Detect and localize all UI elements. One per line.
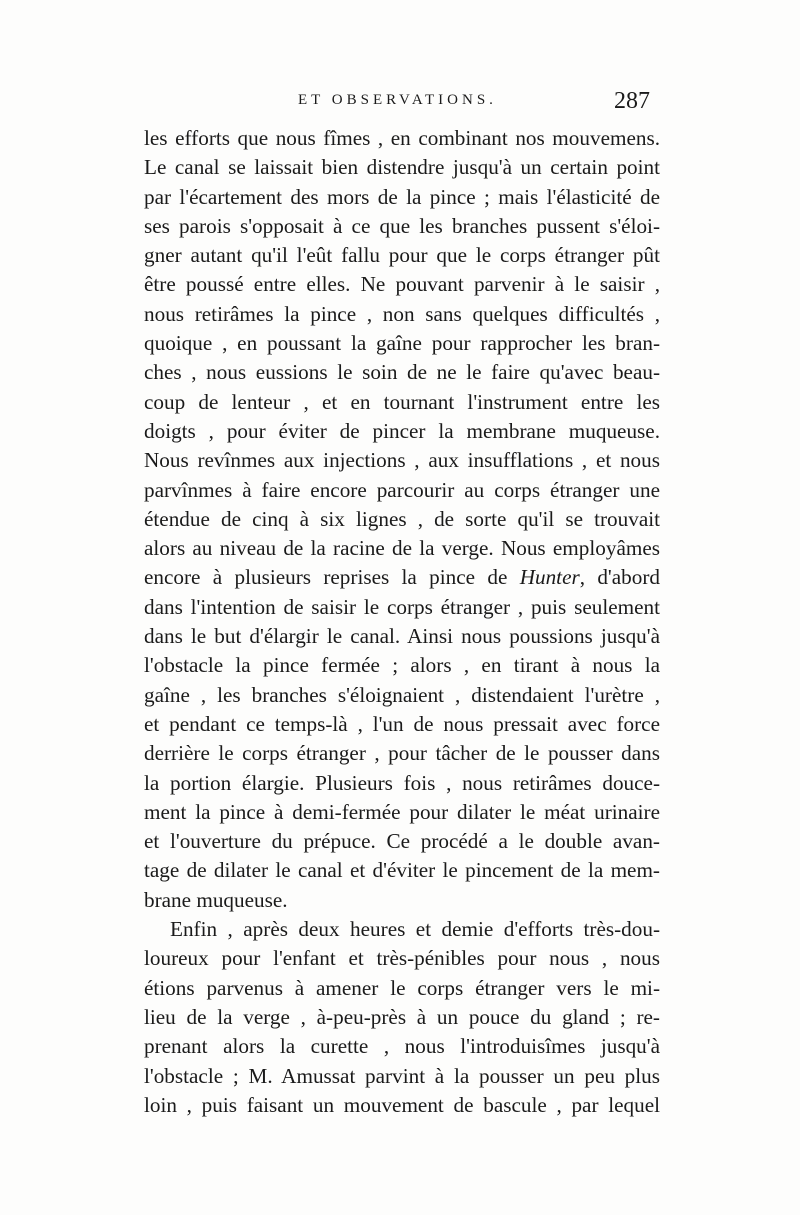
text-line: gaîne , les branches s'éloignaient , distendaient l'urètre , [144,682,660,707]
text-line: quoique , en poussant la gaîne pour rapprocher les bran- [144,331,660,356]
text-line: et pendant ce temps-là , l'un de nous pressait avec force [144,711,660,736]
page-number: 287 [614,88,650,114]
text-line: loin , puis faisant un mouvement de bascule , par lequel [144,1092,660,1117]
text-line: ment la pince à demi-fermée pour dilater le méat urinaire [144,799,660,824]
text-line: dans l'intention de saisir le corps étranger , puis seulement [144,594,660,619]
text-line: les efforts que nous fîmes , en combinant nos mouvemens. [144,126,660,150]
text-line: par l'écartement des mors de la pince ; mais l'élasticité de [144,184,660,209]
paragraph-start-line: Enfin , après deux heures et demie d'efforts très-dou- [170,917,660,942]
text-line: loureux pour l'enfant et très-pénibles pour nous , nous [144,946,660,971]
text-line: étions parvenus à amener le corps étranger vers le mi- [144,975,660,1000]
text-line: être poussé entre elles. Ne pouvant parvenir à le saisir , [144,272,660,297]
text-line: alors au niveau de la racine de la verge. Nous employâmes [144,536,660,561]
text-line: nous retirâmes la pince , non sans quelques difficultés , [144,301,660,326]
text-line: l'obstacle ; M. Amussat parvint à la pousser un peu plus [144,1063,660,1088]
body-text [144,124,660,1120]
text-segment: , d'abord [579,565,660,590]
text-line: prenant alors la curette , nous l'introduisîmes jusqu'à [144,1034,660,1059]
text-line: parvînmes à faire encore parcourir au corps étranger une [144,477,660,502]
running-head: ET OBSERVATIONS. [298,92,497,108]
text-line: ses parois s'opposait à ce que les branches pussent s'éloi- [144,213,660,238]
text-line: doigts , pour éviter de pincer la membrane muqueuse. [144,418,660,443]
text-line: et l'ouverture du prépuce. Ce procédé a le double avan- [144,829,660,854]
text-line: gner autant qu'il l'eût fallu pour que le corps étranger pût [144,243,660,268]
text-line: derrière le corps étranger , pour tâcher de le pousser dans [144,741,660,766]
text-line: lieu de la verge , à-peu-près à un pouce du gland ; re- [144,1004,660,1029]
text-line: dans le but d'élargir le canal. Ainsi nous poussions jusqu'à [144,624,660,649]
text-line: ches , nous eussions le soin de ne le faire qu'avec beau- [144,360,660,385]
text-line: l'obstacle la pince fermée ; alors , en tirant à nous la [144,653,660,678]
text-line: Le canal se laissait bien distendre jusqu'à un certain point [144,155,660,180]
text-line: coup de lenteur , et en tournant l'instrument entre les [144,389,660,414]
text-line-with-italic [144,563,660,592]
text-segment: encore à plusieurs reprises la pince de [144,565,508,590]
italic-name: Hunter [519,565,580,590]
text-line: Nous revînmes aux injections , aux insufflations , et nous [144,448,660,473]
text-line: étendue de cinq à six lignes , de sorte qu'il se trouvait [144,506,660,531]
text-line: la portion élargie. Plusieurs fois , nous retirâmes douce- [144,770,660,795]
paragraph-end-line: brane muqueuse. [144,887,288,912]
text-line: tage de dilater le canal et d'éviter le pincement de la mem- [144,858,660,883]
